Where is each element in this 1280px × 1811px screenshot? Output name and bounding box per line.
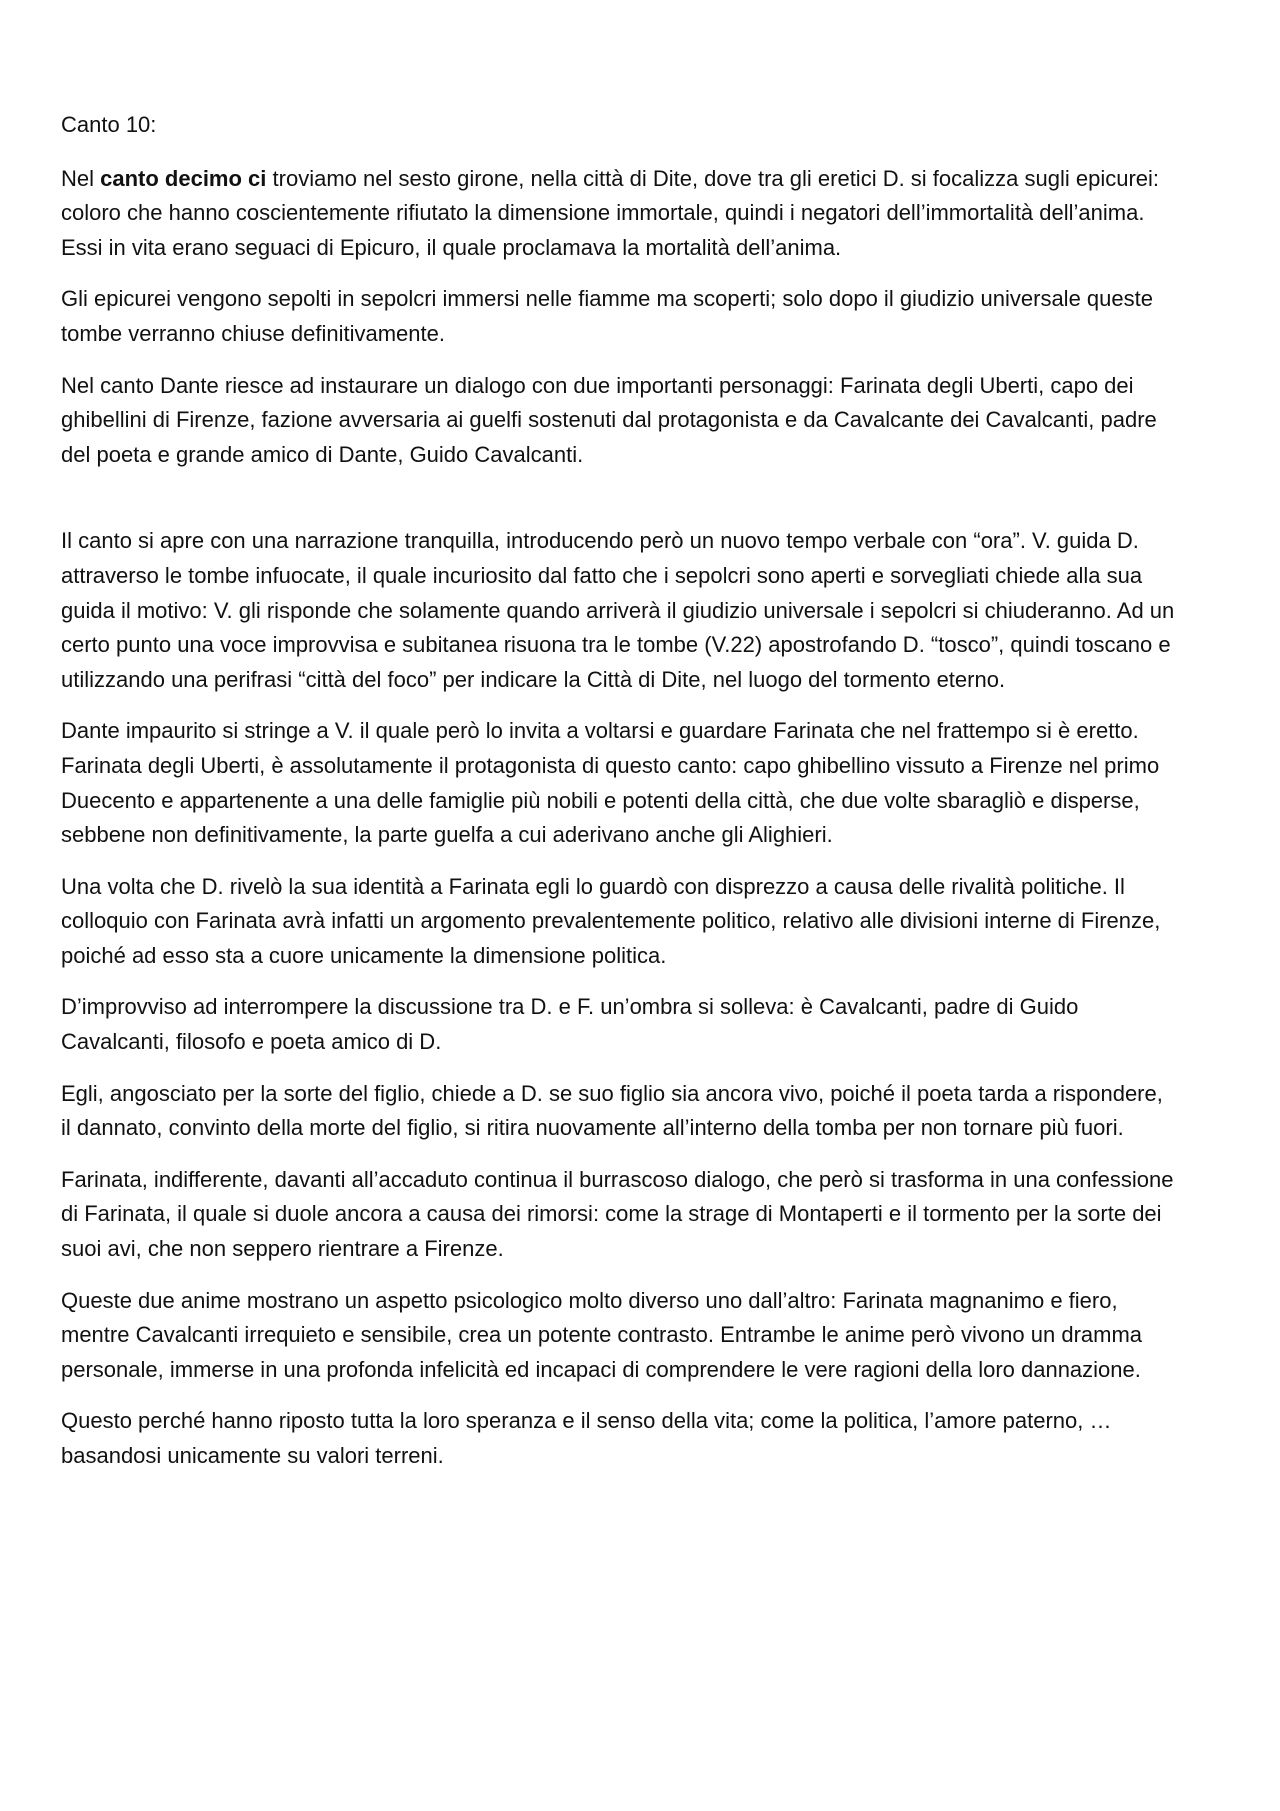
paragraph-intro bbox=[61, 162, 1176, 266]
paragraph: Queste due anime mostrano un aspetto psicologico molto diverso uno dall’altro: Farinata magnanimo e fiero, mentre Cavalcanti irrequieto e sensibile, crea un potente contrasto. Entrambe le anime però vivono un dramma personale, immerse in una profonda infelicità ed incapaci di comprendere le vere ragioni della loro dannazione. bbox=[61, 1287, 1143, 1382]
paragraph: Nel canto Dante riesce ad instaurare un dialogo con due importanti personaggi: Farinata degli Uberti, capo dei ghibellini di Firenze, fazione avversaria ai guelfi sostenuti dal protagonista e da Cavalcante dei Cavalcanti, padre del poeta e grande amico di Dante, Guido Cavalcanti. bbox=[61, 372, 1157, 467]
document-page bbox=[61, 108, 1176, 1491]
paragraph: Il canto si apre con una narrazione tranquilla, introducendo però un nuovo tempo verbale con “ora”. V. guida D. attraverso le tombe infuocate, il quale incuriosito dal fatto che i sepolcri sono aperti e sorvegliati chiede alla sua guida il motivo: V. gli risponde che solamente quando arriverà il giudizio universale i sepolcri si chiuderanno. Ad un certo punto una voce improvvisa e subitanea risuona tra le tombe (V.22) apostrofando D. “tosco”, quindi toscano e utilizzando una perifrasi “città del foco” per indicare la Città di Dite, nel luogo del tormento eterno. bbox=[61, 528, 1175, 692]
paragraph: Egli, angosciato per la sorte del figlio, chiede a D. se suo figlio sia ancora vivo, poiché il poeta tarda a rispondere, il dannato, convinto della morte del figlio, si ritira nuovamente all’interno della tomba per non tornare più fuori. bbox=[61, 1080, 1163, 1141]
intro-bold-phrase: canto decimo ci bbox=[100, 165, 267, 191]
paragraph: Una volta che D. rivelò la sua identità a Farinata egli lo guardò con disprezzo a causa delle rivalità politiche. Il colloquio con Farinata avrà infatti un argomento prevalentemente politico, relativo alle divisioni interne di Firenze, poiché ad esso sta a cuore unicamente la dimensione politica. bbox=[61, 873, 1161, 968]
intro-text-before: Nel bbox=[61, 165, 101, 191]
paragraph: Questo perché hanno riposto tutta la loro speranza e il senso della vita; come la politica, l’amore paterno, … basandosi unicamente su valori terreni. bbox=[61, 1408, 1112, 1468]
paragraph: Gli epicurei vengono sepolti in sepolcri immersi nelle fiamme ma scoperti; solo dopo il giudizio universale queste tombe verranno chiuse definitivamente. bbox=[61, 286, 1153, 346]
paragraph: Dante impaurito si stringe a V. il quale però lo invita a voltarsi e guardare Farinata che nel frattempo si è eretto. Farinata degli Uberti, è assolutamente il protagonista di questo canto: capo ghibellino vissuto a Firenze nel primo Duecento e appartenente a una delle famiglie più nobili e potenti della città, che due volte sbaragliò e disperse, sebbene non definitivamente, la parte guelfa a cui aderivano anche gli Alighieri. bbox=[61, 718, 1160, 848]
document-title: Canto 10: bbox=[61, 112, 157, 137]
paragraph: Farinata, indifferente, davanti all’accaduto continua il burrascoso dialogo, che però si trasforma in una confessione di Farinata, il quale si duole ancora a causa dei rimorsi: come la strage di Montaperti e il tormento per la sorte dei suoi avi, che non seppero rientrare a Firenze. bbox=[61, 1166, 1174, 1262]
intro-text-after: troviamo nel sesto girone, nella città di Dite, dove tra gli eretici D. si focalizza sugli epicurei: coloro che hanno coscientemente rifiutato la dimensione immortale, quindi i negatori dell’immortalità dell’anima. Essi in vita erano seguaci di Epicuro, il quale proclamava la mortalità dell’anima. bbox=[61, 165, 1160, 260]
paragraph: D’improvviso ad interrompere la discussione tra D. e F. un’ombra si solleva: è Cavalcanti, padre di Guido Cavalcanti, filosofo e poeta amico di D. bbox=[61, 994, 1079, 1055]
